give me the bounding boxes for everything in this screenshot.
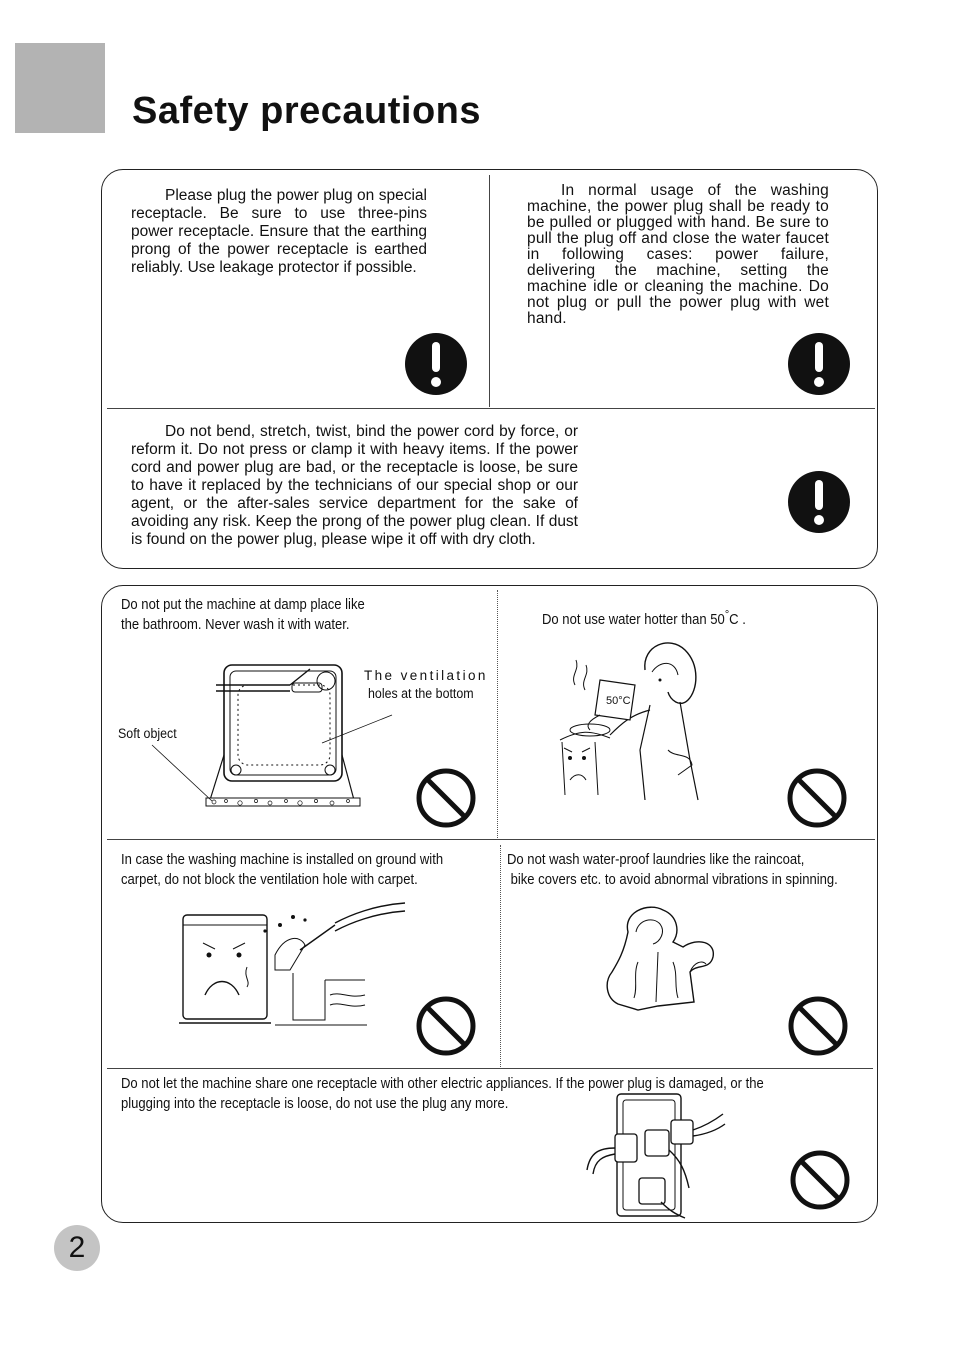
carpet-ventilation-text-line2: carpet, do not block the ventilation hole with carpet.	[121, 872, 418, 888]
prohibition-icon	[789, 1149, 851, 1211]
damp-place-text	[121, 595, 365, 635]
hot-water-text-main: Do not use water hotter than 50	[542, 611, 725, 628]
damp-place-text-line2: the bathroom. Never wash it with water.	[121, 617, 350, 633]
degree-sign: °	[724, 607, 730, 621]
raincoat-illustration	[598, 902, 718, 1014]
ventilation-label-line2: holes at the bottom	[368, 686, 474, 701]
hot-water-text-unit: C .	[729, 611, 746, 628]
page-number: 2	[68, 1231, 86, 1264]
page-number-badge	[54, 1225, 100, 1271]
damp-place-text-line1: Do not put the machine at damp place like	[121, 597, 365, 613]
ventilation-label-line1: The ventilation	[364, 668, 488, 683]
exclamation-circle-icon	[404, 332, 468, 396]
woman-pouring-hot-water-illustration	[550, 630, 710, 805]
water-proof-laundry-text-line2: bike covers etc. to avoid abnormal vibrations in spinning.	[510, 872, 838, 888]
shared-receptacle-text-line2: plugging into the receptacle is loose, do not use the plug any more.	[121, 1096, 509, 1112]
machine-sprayed-with-water-illustration	[175, 895, 410, 1030]
soft-object-label: Soft object	[118, 726, 177, 741]
prohibition-icon	[786, 767, 848, 829]
header-gray-square	[15, 43, 105, 133]
water-proof-laundry-text	[507, 850, 838, 890]
panel2-horizontal-divider-2	[107, 1068, 873, 1069]
panel2-vertical-divider-top	[497, 590, 498, 838]
pull-plug-text: In normal usage of the washing machine, the power plug shall be ready to be pulled or plugged with hand. Be sure to pull the plug off and close the water faucet in following cases: power failure, delivering the machine, setting the machine idle or cleaning the machine. Do not plug or pull the power plug with wet hand.	[527, 182, 829, 327]
power-plug-receptacle-text: Please plug the power plug on special receptacle. Be sure to use three-pins power receptacle. Ensure that the earthing prong of the power receptacle is earthed reliably. Use leakage protector if possible.	[131, 187, 427, 276]
panel2-horizontal-divider-1	[107, 839, 875, 840]
washing-machine-top-view-illustration	[140, 655, 370, 815]
carpet-ventilation-text-line1: In case the washing machine is installed on ground with	[121, 852, 444, 868]
hot-water-text	[542, 604, 746, 630]
carpet-ventilation-text	[121, 850, 443, 890]
shared-receptacle-text-line1: Do not let the machine share one receptacle with other electric appliances. If the power plug is damaged, or the	[121, 1076, 764, 1092]
panel1-vertical-divider	[489, 175, 490, 407]
power-cord-care-text: Do not bend, stretch, twist, bind the power cord by force, or reform it. Do not press or clamp it with heavy items. If the power cord and power plug are bad, or the receptacle is loose, be sure to have it replaced by the technicians of our special shop or our agent, or the after-sales service department for the sake of avoiding any risk. Keep the prong of the power plug clean. If dust is found on the power plug, please wipe it off with dry cloth.	[131, 423, 578, 548]
overloaded-receptacle-illustration	[585, 1090, 725, 1220]
panel1-horizontal-divider	[107, 408, 875, 409]
exclamation-circle-icon	[787, 332, 851, 396]
prohibition-icon	[787, 995, 849, 1057]
panel2-vertical-divider-middle	[500, 845, 501, 1067]
exclamation-circle-icon	[787, 470, 851, 534]
prohibition-icon	[415, 767, 477, 829]
water-proof-laundry-text-line1: Do not wash water-proof laundries like the raincoat,	[507, 852, 805, 868]
prohibition-icon	[415, 995, 477, 1057]
page-title: Safety precautions	[132, 90, 481, 132]
kettle-temperature-label: 50°C	[606, 695, 631, 707]
